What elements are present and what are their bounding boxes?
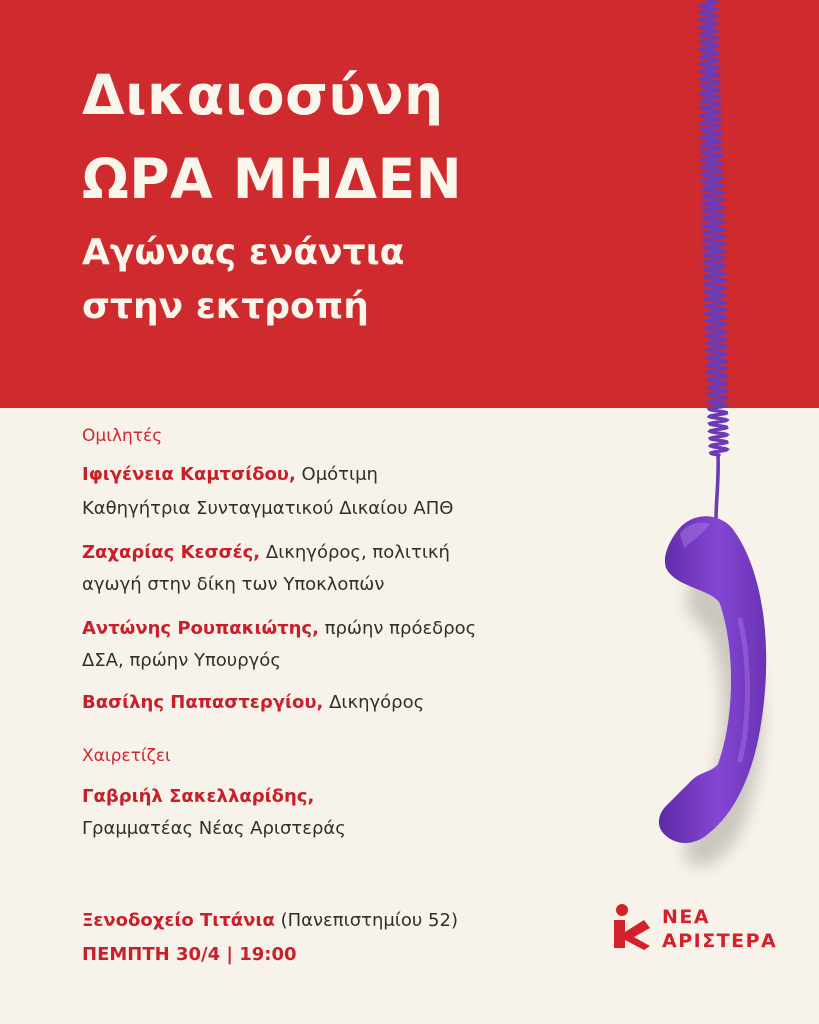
speaker-3-role: πρώην πρόεδρος	[324, 618, 477, 639]
speaker-2-name: Ζαχαρίας Κεσσές,	[82, 542, 261, 563]
speaker-1-role: Ομότιμη	[301, 464, 378, 485]
speaker-2-role: Δικηγόρος, πολιτική	[265, 542, 450, 563]
speaker-4-name: Βασίλης Παπαστεργίου,	[82, 692, 324, 713]
speaker-1-role-line-2: Καθηγήτρια Συνταγματικού Δικαίου ΑΠΘ	[82, 498, 454, 519]
event-subtitle-line-2: στην εκτροπή	[82, 286, 369, 327]
event-date-time: ΠΕΜΠΤΗ 30/4 | 19:00	[82, 944, 297, 965]
venue-address: (Πανεπιστημίου 52)	[280, 910, 458, 931]
nea-aristera-logo-icon	[608, 902, 654, 950]
speaker-3-role-line-2: ΔΣΑ, πρώην Υπουργός	[82, 650, 281, 671]
event-subtitle-line-1: Αγώνας ενάντια	[82, 232, 405, 273]
greeter-role: Γραμματέας Νέας Αριστεράς	[82, 818, 346, 839]
speaker-1-line-1	[82, 464, 378, 485]
venue-name: Ξενοδοχείο Τιτάνια	[82, 910, 275, 931]
speakers-label: Ομιλητές	[82, 426, 163, 446]
speaker-2-line-1	[82, 542, 450, 563]
venue-line	[82, 910, 458, 931]
speaker-1-name: Ιφιγένεια Καμτσίδου,	[82, 464, 296, 485]
logo-text-line-2: ΑΡΙΣΤΕΡΑ	[662, 930, 778, 952]
telephone-handset-icon	[600, 0, 780, 880]
greeting-label: Χαιρετίζει	[82, 746, 171, 766]
speaker-4-role: Δικηγόρος	[329, 692, 425, 713]
event-title-line-1: Δικαιοσύνη	[82, 63, 444, 127]
event-title-line-2: ΩΡΑ ΜΗΔΕΝ	[82, 147, 463, 211]
speaker-3-line-1	[82, 618, 476, 639]
greeter-name: Γαβριήλ Σακελλαρίδης,	[82, 786, 315, 807]
speaker-3-name: Αντώνης Ρουπακιώτης,	[82, 618, 319, 639]
greeter-line-1	[82, 786, 314, 807]
speaker-4-line-1	[82, 692, 424, 713]
logo-text-line-1: ΝΕΑ	[662, 906, 711, 928]
speaker-2-role-line-2: αγωγή στην δίκη των Υποκλοπών	[82, 574, 385, 595]
phone-cord	[700, 0, 727, 455]
